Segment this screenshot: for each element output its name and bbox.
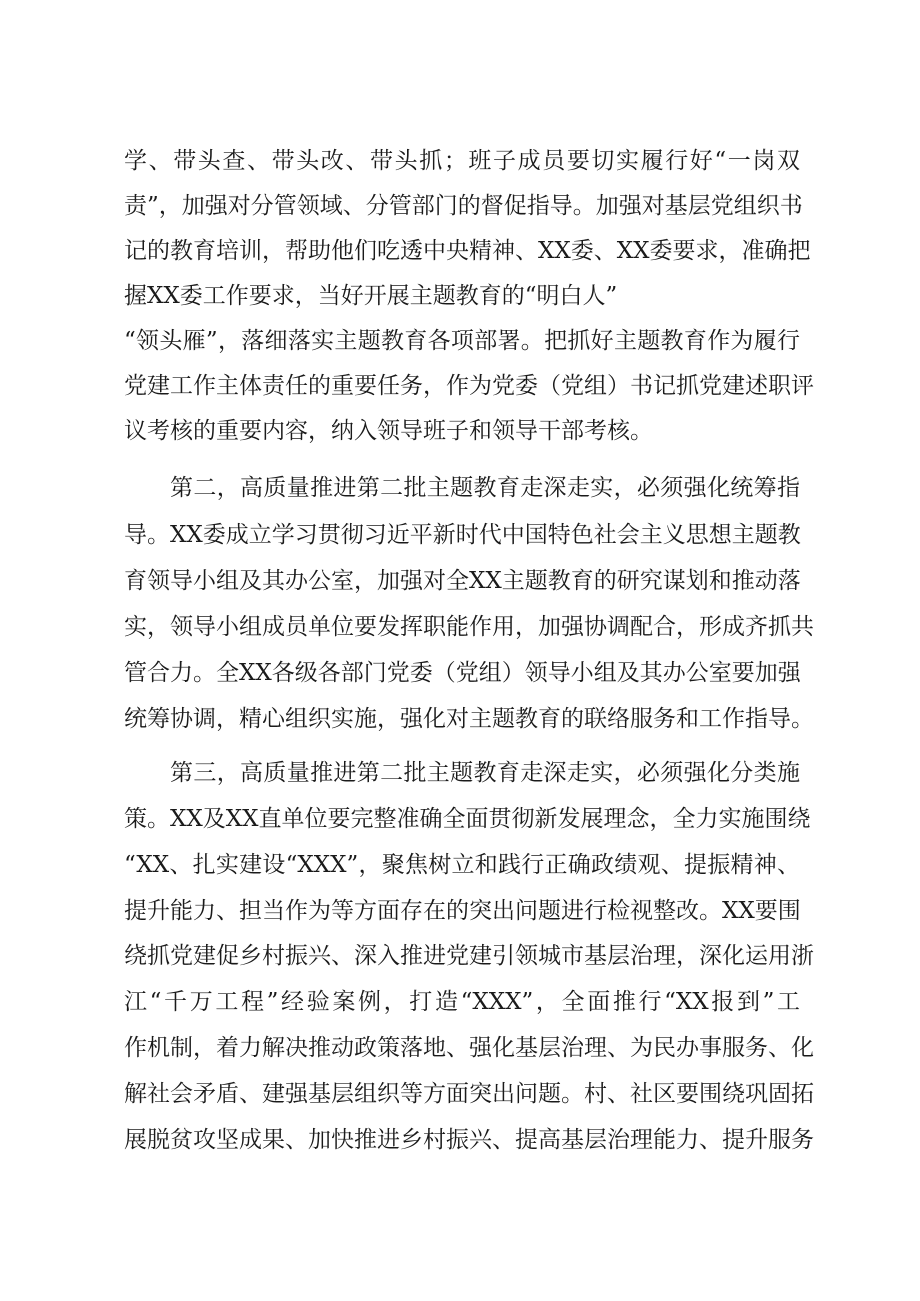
text-line: 提升能力、担当作为等方面存在的突出问题进行检视整改。XX要围 xyxy=(124,898,801,924)
text-line: 学、带头查、带头改、带头抓；班子成员要切实履行好“一岗双 xyxy=(124,148,800,174)
text-line: 第三，高质量推进第二批主题教育走深走实，必须强化分类施 xyxy=(170,760,800,786)
text-line: 第二，高质量推进第二批主题教育走深走实，必须强化统筹指 xyxy=(170,475,800,501)
text-line: 绕抓党建促乡村振兴、深入推进党建引领城市基层治理，深化运用浙 xyxy=(124,943,814,969)
text-line: 导。XX委成立学习贯彻习近平新时代中国特色社会主义思想主题教 xyxy=(124,522,801,548)
text-line: 党建工作主体责任的重要任务，作为党委（党组）书记抓党建述职评 xyxy=(124,373,814,399)
text-line: 管合力。全XX各级各部门党委（党组）领导小组及其办公室要加强 xyxy=(124,660,801,686)
text-line: “XX、扎实建设“XXX”，聚焦树立和践行正确政绩观、提振精神、 xyxy=(124,852,800,878)
text-line: 责”，加强对分管领域、分管部门的督促指导。加强对基层党组织书 xyxy=(124,193,803,219)
text-line: 作机制，着力解决推动政策落地、强化基层治理、为民办事服务、化 xyxy=(124,1035,814,1061)
text-line: 记的教育培训，帮助他们吃透中央精神、XX委、XX委要求，准确把 xyxy=(124,238,811,264)
text-line: 育领导小组及其办公室，加强对全XX主题教育的研究谋划和推动落 xyxy=(124,568,801,594)
text-line: 江“千万工程”经验案例，打造“XXX”，全面推行“XX报到”工 xyxy=(124,989,800,1015)
text-line: “领头雁”，落细落实主题教育各项部署。把抓好主题教育作为履行 xyxy=(124,328,800,354)
text-line: 策。XX及XX直单位要完整准确全面贯彻新发展理念，全力实施围绕 xyxy=(124,806,811,832)
text-line: 握XX委工作要求，当好开展主题教育的“明白人” xyxy=(124,283,618,309)
text-line: 实，领导小组成员单位要发挥职能作用，加强协调配合，形成齐抓共 xyxy=(124,614,814,640)
text-line: 议考核的重要内容，纳入领导班子和领导干部考核。 xyxy=(124,418,653,444)
text-line: 解社会矛盾、建强基层组织等方面突出问题。村、社区要围绕巩固拓 xyxy=(124,1081,814,1107)
text-line: 展脱贫攻坚成果、加快推进乡村振兴、提高基层治理能力、提升服务 xyxy=(124,1127,814,1153)
text-line: 统筹协调，精心组织实施，强化对主题教育的联络服务和工作指导。 xyxy=(124,706,814,732)
